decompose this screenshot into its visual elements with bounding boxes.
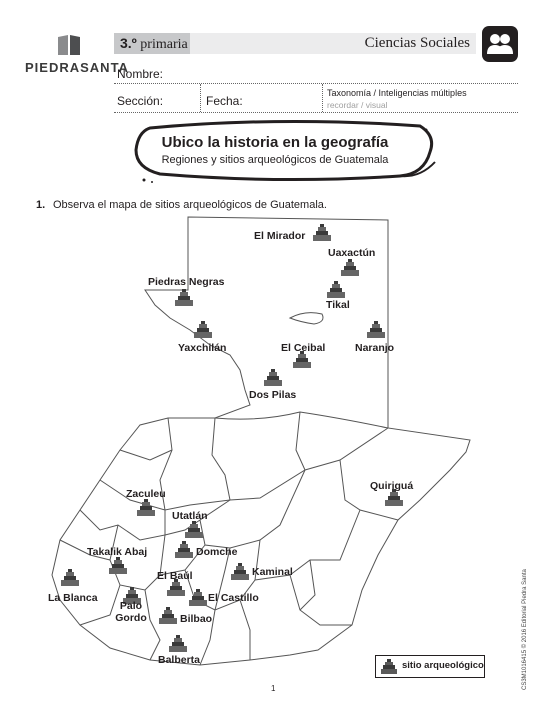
region-border bbox=[300, 560, 315, 610]
site-label-piedras-negras: Piedras Negras bbox=[148, 276, 225, 288]
site-label-el-ceibal: El Ceibal bbox=[281, 342, 326, 354]
legend-label: sitio arqueológico bbox=[402, 660, 484, 671]
taxonomy-label: Taxonomía / Inteligencias múltiples bbox=[327, 88, 467, 98]
pyramid-icon bbox=[327, 281, 345, 298]
region-border bbox=[120, 450, 172, 460]
region-border bbox=[240, 600, 250, 660]
site-label-yaxchilan: Yaxchilán bbox=[178, 342, 227, 354]
pyramid-icon bbox=[381, 658, 397, 674]
pyramid-icon bbox=[169, 635, 187, 652]
question-number: 1. bbox=[36, 199, 46, 211]
brand-logo: PIEDRASANTA bbox=[25, 60, 129, 75]
worksheet-subtitle: Regiones y sitios arqueológicos de Guatemala bbox=[161, 154, 389, 166]
region-border bbox=[296, 412, 305, 470]
name-label: Nombre: bbox=[117, 67, 164, 81]
lake-peten-itza bbox=[290, 313, 323, 324]
worksheet-title: Ubico la historia en la geografía bbox=[161, 134, 389, 151]
site-label-uaxactun: Uaxactún bbox=[328, 247, 376, 259]
site-label-utatlan: Utatlán bbox=[172, 510, 208, 522]
region-border bbox=[290, 575, 352, 625]
pyramid-icon bbox=[264, 369, 282, 386]
region-border bbox=[215, 412, 388, 428]
site-label-el-baul: El Baúl bbox=[157, 570, 193, 582]
pyramid-icon bbox=[367, 321, 385, 338]
site-label-la-blanca: La Blanca bbox=[48, 592, 98, 604]
grade-label: 3.º primaria bbox=[114, 33, 190, 54]
site-label-quirigua: Quiriguá bbox=[370, 480, 414, 492]
page-number: 1 bbox=[271, 684, 276, 693]
section-label: Sección: bbox=[117, 94, 164, 108]
pyramid-icon bbox=[231, 563, 249, 580]
site-label-zaculeu: Zaculeu bbox=[126, 488, 166, 500]
site-label-kaminal: Kaminal bbox=[252, 566, 293, 578]
question-text: Observa el mapa de sitios arqueológicos de Guatemala. bbox=[53, 199, 327, 211]
site-label-naranjo: Naranjo bbox=[355, 342, 395, 354]
pyramid-icon bbox=[175, 289, 193, 306]
region-border bbox=[212, 418, 230, 500]
site-label-dos-pilas: Dos Pilas bbox=[249, 389, 297, 401]
pyramid-icon bbox=[159, 607, 177, 624]
site-label-el-castillo: El Castillo bbox=[208, 592, 259, 604]
date-label: Fecha: bbox=[206, 94, 243, 108]
site-label-takalik-abaj: Takalik Abaj bbox=[87, 546, 148, 558]
site-label-palo-gordo: Palo Gordo bbox=[115, 600, 147, 624]
site-label-tikal: Tikal bbox=[326, 299, 350, 311]
pyramid-icon bbox=[341, 259, 359, 276]
pyramid-icon bbox=[175, 541, 193, 558]
pyramid-icon bbox=[61, 569, 79, 586]
site-label-bilbao: Bilbao bbox=[180, 613, 213, 625]
pyramid-icon bbox=[137, 499, 155, 516]
pyramid-icon bbox=[313, 224, 331, 241]
publisher-code: CS3M1016415 © 2016 Editorial Piedra Santa bbox=[522, 569, 528, 690]
country-outline bbox=[52, 217, 470, 665]
taxonomy-values: recordar / visual bbox=[327, 100, 388, 110]
subject-label: Ciencias Sociales bbox=[190, 33, 476, 54]
site-label-el-mirador: El Mirador bbox=[254, 230, 306, 242]
site-label-balberta: Balberta bbox=[158, 654, 201, 666]
pyramid-icon bbox=[194, 321, 212, 338]
site-label-domche: Domche bbox=[196, 546, 238, 558]
